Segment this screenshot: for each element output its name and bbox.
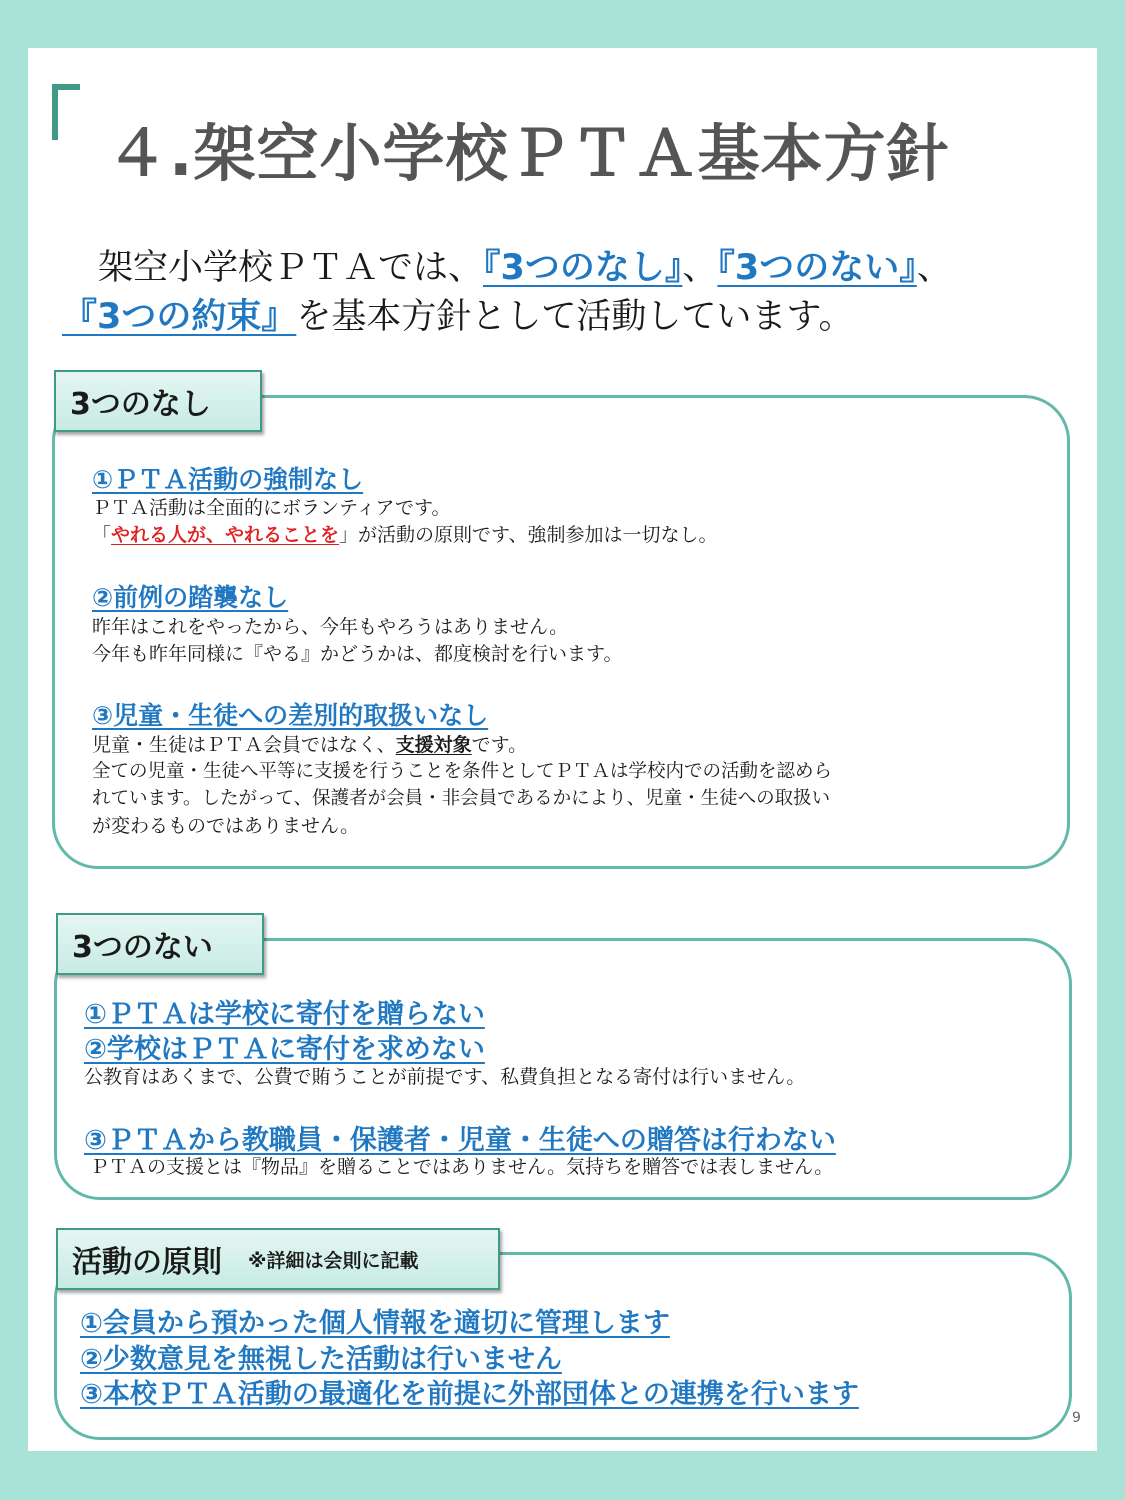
nashi-item-1-line-2-rest: 」が活動の原則です、強制参加は一切なし。: [339, 524, 718, 546]
nashi-item-3-line-4: が変わるものではありません。: [92, 815, 360, 837]
intro-text-end: を基本方針として活動しています。: [296, 297, 854, 337]
principle-item-2: ②少数意見を無視した活動は行いません: [80, 1344, 562, 1375]
nashi-item-2-line-1: 昨年はこれをやったから、今年もやろうはありません。: [92, 616, 569, 638]
section-principles-note: ※詳細は会則に記載: [248, 1249, 419, 1272]
page-title: ４.架空小学校ＰＴＡ基本方針: [106, 117, 950, 190]
intro-highlight-nashi: 『3つのなし』: [483, 248, 683, 288]
nai-item-3-title: ③ＰＴＡから教職員・保護者・児童・生徒への贈答は行わない: [84, 1125, 836, 1156]
intro-separator: 、: [916, 248, 952, 288]
nai-item-2-title: ②学校はＰＴＡに寄付を求めない: [84, 1034, 485, 1065]
page-number: 9: [1072, 1410, 1081, 1426]
nashi-item-3-line-2: 全ての児童・生徒へ平等に支援を行うことを条件としてＰＴＡは学校内での活動を認めら: [92, 761, 833, 782]
nashi-item-1-line-2: [92, 522, 718, 548]
nashi-item-1-title: ①ＰＴＡ活動の強制なし: [92, 465, 364, 494]
intro-highlight-nai: 『3つのない』: [717, 248, 917, 288]
section-nai-label-text: 3つのない: [72, 930, 213, 965]
intro-text: 架空小学校ＰＴＡでは、: [98, 248, 484, 288]
nashi-item-2-line-2: 今年も昨年同様に『やる』かどうかは、都度検討を行います。: [92, 643, 623, 665]
nashi-item-1-line-1: ＰＴＡ活動は全面的にボランティアです。: [92, 497, 451, 519]
nashi-item-3-line-1-start: 児童・生徒はＰＴＡ会員ではなく、: [92, 734, 396, 756]
nashi-item-3-title: ③児童・生徒への差別的取扱いなし: [92, 701, 489, 730]
nashi-item-3-line-1-end: です。: [471, 734, 528, 756]
section-nai-label: [56, 913, 264, 975]
nashi-item-2-title: ②前例の踏襲なし: [92, 583, 289, 612]
nashi-item-3-line-3: れています。したがって、保護者が会員・非会員であるかにより、児童・生徒への取扱い: [92, 788, 831, 809]
principle-item-3: ③本校ＰＴＡ活動の最適化を前提に外部団体との連携を行います: [80, 1379, 859, 1410]
quote-open: 「: [92, 524, 112, 546]
nashi-item-3-emphasis: 支援対象: [395, 734, 472, 756]
nai-item-1-title: ①ＰＴＡは学校に寄付を贈らない: [84, 999, 485, 1030]
nai-item-2-line-1: 公教育はあくまで、公費で賄うことが前提です、私費負担となる寄付は行いません。: [84, 1066, 806, 1088]
nashi-item-1-emphasis: やれる人が、やれることを: [111, 524, 340, 546]
intro-paragraph: [62, 244, 1072, 342]
intro-highlight-yakusoku: 『3つの約束』: [62, 297, 297, 337]
nai-item-3-line-1: ＰＴＡの支援とは『物品』を贈ることではありません。気持ちを贈答では表しません。: [90, 1156, 834, 1178]
section-principles-label-text: 活動の原則: [72, 1245, 222, 1280]
section-principles-label: [56, 1228, 500, 1290]
section-nashi-label: [54, 370, 262, 432]
intro-separator: 、: [682, 248, 718, 288]
section-nashi-label-text: 3つのなし: [70, 387, 211, 422]
slide-page: [28, 48, 1097, 1451]
principle-item-1: ①会員から預かった個人情報を適切に管理します: [80, 1308, 670, 1339]
title-bracket-decoration: [52, 84, 80, 140]
nashi-item-3-line-1: [92, 732, 527, 758]
